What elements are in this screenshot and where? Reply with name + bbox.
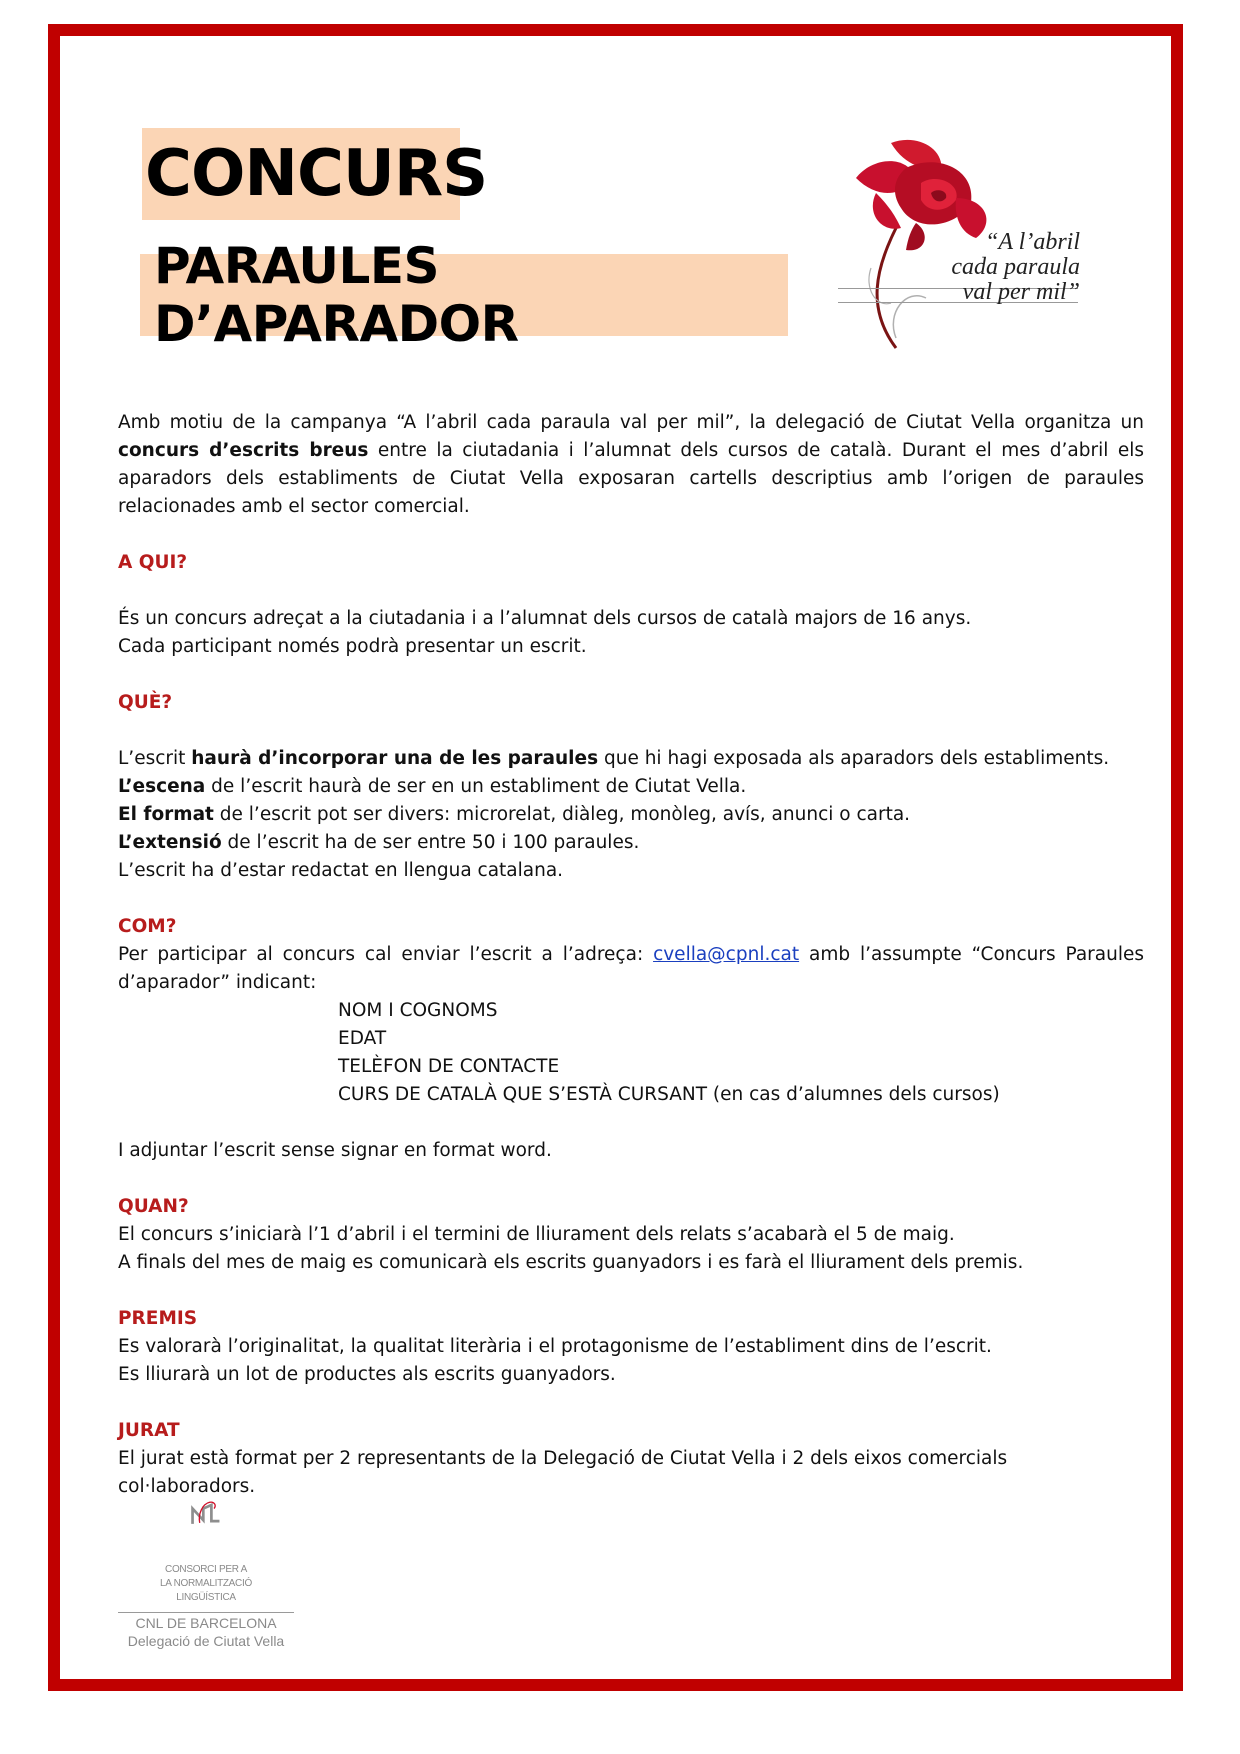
com-text: amb l’assumpte “Concurs Paraules d’aparador” indicant: [118,944,1144,993]
page-title: CONCURS [142,128,460,220]
document-body [118,409,1144,1501]
que-line: L’escrit ha d’estar redactat en llengua catalana. [118,860,564,881]
slogan-line: cada paraula [951,254,1080,280]
que-line [118,773,1144,801]
cnl-org-line: LA NORMALITZACIÓ [160,1578,252,1589]
intro-text: Amb motiu de la campanya “A l’abril cada paraula val per mil”, la delegació de Ciutat Vella organitza un [118,412,1144,433]
cnl-delegation [118,1614,294,1650]
list-item: TELÈFON DE CONTACTE [338,1056,560,1077]
slogan-line: “A l’abril [985,229,1080,255]
email-link[interactable]: cvella@cpnl.cat [653,944,800,965]
premis-line: Es valorarà l’originalitat, la qualitat literària i el protagonisme de l’establiment dins de l’escrit. [118,1336,992,1357]
que-text: de l’escrit pot ser divers: microrelat, diàleg, monòleg, avís, anunci o carta. [213,804,911,825]
que-text: L’escrit [118,748,192,769]
cnl-divider [118,1612,294,1613]
que-bold: El format [118,804,214,825]
section-heading-que: QUÈ? [118,692,173,713]
campaign-slogan [920,230,1080,305]
que-line [118,801,1144,829]
com-paragraph [118,941,1144,997]
jurat-line: El jurat està format per 2 representants de la Delegació de Ciutat Vella i 2 dels eixos comercials col·laboradors. [118,1448,1008,1497]
que-bold: L’extensió [118,832,222,853]
que-text: que hi hagi exposada als aparadors dels establiments. [598,748,1110,769]
que-text: de l’escrit ha de ser entre 50 i 100 paraules. [221,832,640,853]
list-item: NOM I COGNOMS [338,1000,498,1021]
cnl-org-line: CONSORCI PER A [165,1564,247,1575]
que-line [118,829,1144,857]
section-heading-com: COM? [118,916,177,937]
cnl-org-line: LINGÜÍSTICA [176,1592,236,1603]
cnl-name-line: CNL DE BARCELONA [135,1615,277,1631]
slogan-line: val per mil” [962,279,1080,305]
section-heading-a-qui: A QUI? [118,552,188,573]
que-bold: haurà d’incorporar una de les paraules [191,748,599,769]
page-subtitle: PARAULES D’APARADOR [140,254,788,336]
list-item: CURS DE CATALÀ QUE S’ESTÀ CURSANT (en cas d’alumnes dels cursos) [338,1084,1000,1105]
a-qui-line: Cada participant només podrà presentar un escrit. [118,636,587,657]
com-text: Per participar al concurs cal enviar l’escrit a l’adreça: [118,944,654,965]
premis-line: Es lliurarà un lot de productes als escrits guanyadors. [118,1364,616,1385]
a-qui-line: És un concurs adreçat a la ciutadania i a l’alumnat dels cursos de català majors de 16 anys. [118,608,972,629]
section-heading-quan: QUAN? [118,1196,189,1217]
que-text: de l’escrit haurà de ser en un establiment de Ciutat Vella. [205,776,747,797]
cpnl-logo-icon [118,1496,294,1566]
intro-bold: concurs d’escrits breus [118,440,369,461]
que-bold: L’escena [118,776,206,797]
quan-line: El concurs s’iniciarà l’1 d’abril i el termini de lliurament dels relats s’acabarà el 5 de maig. [118,1224,955,1245]
que-line [118,745,1144,773]
intro-paragraph [118,409,1144,521]
section-heading-jurat: JURAT [118,1420,180,1441]
intro-text: entre la ciutadania i l’alumnat dels cursos de català. Durant el mes d’abril els aparadors dels establiments de Ciutat Vella exposaran cartells descriptius amb l’origen de paraules relacionades amb el sector comercial. [118,440,1144,517]
cnl-org-name [150,1563,262,1605]
com-closing: I adjuntar l’escrit sense signar en format word. [118,1140,552,1161]
cnl-name-line: Delegació de Ciutat Vella [127,1633,285,1649]
list-item: EDAT [338,1028,387,1049]
section-heading-premis: PREMIS [118,1308,198,1329]
quan-line: A finals del mes de maig es comunicarà els escrits guanyadors i es farà el lliurament dels premis. [118,1252,1024,1273]
